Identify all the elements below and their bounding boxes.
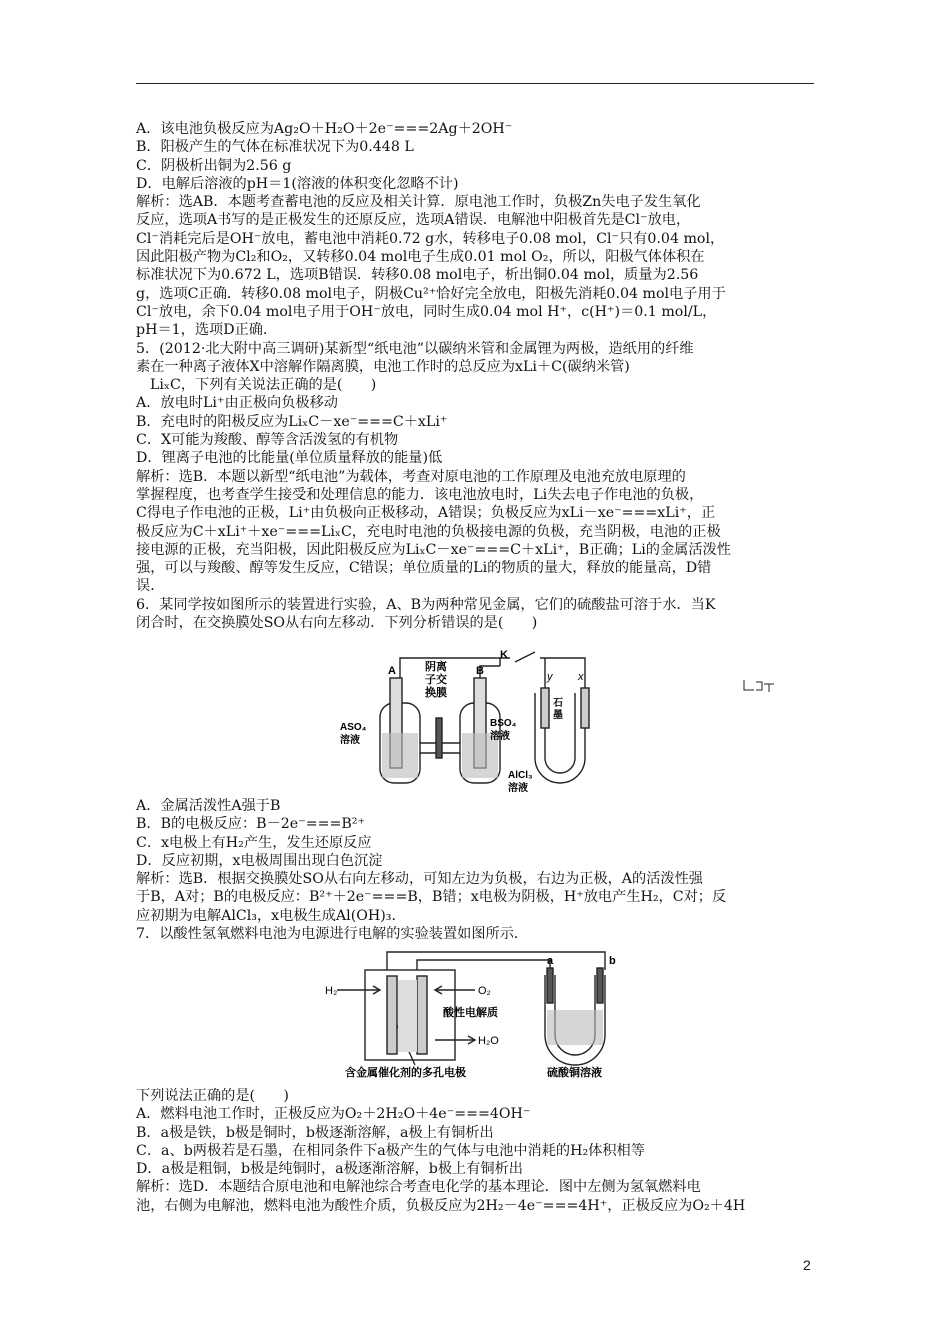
- text-line: 反应，选项A书写的是正极发生的还原反应，选项A错误．电解池中阳极首先是Cl⁻放电，: [136, 212, 691, 229]
- h2o-label: H₂O: [478, 1035, 499, 1047]
- text-line: 解析：选B．根据交换膜处SO从右向左移动，可知左边为负极，右边为正极，A的活泼性强: [136, 871, 703, 888]
- text-line: B．a极是铁，b极是铜时，b极逐渐溶解，a极上有铜析出: [136, 1124, 494, 1141]
- alcl3-label-1: AlCl₃: [508, 770, 533, 781]
- label-b: b: [609, 955, 616, 967]
- label-y: y: [547, 671, 553, 683]
- page-number: 2: [803, 1257, 811, 1273]
- text-line: g，选项C正确．转移0.08 mol电子，阴极Cu²⁺恰好完全放电，阳极先消耗0.04 mol电子用于: [136, 285, 726, 302]
- membrane-label-3: 换膜: [425, 687, 447, 699]
- alcl3-label-2: 溶液: [508, 783, 528, 794]
- question-text-block-1: [136, 120, 816, 632]
- text-line: B．B的电极反应：B－2e⁻===B²⁺: [136, 816, 365, 833]
- text-line: 解析：选AB．本题考查蓄电池的反应及相关计算．原电池工作时，负极Zn失电子发生氧化: [136, 194, 701, 211]
- bso4-label-2: 溶液: [490, 731, 510, 742]
- figure-7-apparatus: [325, 940, 655, 1080]
- electrode-caption: 含金属催化剂的多孔电极: [345, 1067, 466, 1079]
- label-a: a: [547, 955, 554, 967]
- text-line: 于B，A对；B的电极反应：B²⁺＋2e⁻===B，B错；x电极为阴极，H⁺放电产生H₂，C对；反: [136, 889, 727, 906]
- o2-label: O₂: [478, 985, 491, 997]
- text-line: LiₓC，下列有关说法正确的是( ): [150, 377, 377, 394]
- text-line: 误．: [136, 578, 165, 595]
- label-K: K: [500, 649, 508, 661]
- figure-6-apparatus: [340, 648, 610, 798]
- text-line: A．该电池负极反应为Ag₂O＋H₂O＋2e⁻===2Ag＋2OH⁻: [136, 121, 513, 137]
- electrolyte-label: 酸性电解质: [443, 1007, 498, 1019]
- aso4-label-2: 溶液: [340, 735, 360, 746]
- text-line: C得电子作电池的正极，Li⁺由负极向正极移动，A错误；负极反应为xLi－xe⁻===xLi⁺，正: [136, 505, 716, 522]
- cuso4-label: 硫酸铜溶液: [547, 1067, 602, 1079]
- text-line: 池，右侧为电解池，燃料电池为酸性介质，负极反应为2H₂－4e⁻===4H⁺，正极反应为O₂＋4H: [136, 1197, 746, 1214]
- graphite-label-1: 石: [553, 698, 563, 709]
- aso4-label-1: ASO₄: [340, 722, 367, 733]
- text-line: 7．以酸性氢氧燃料电池为电源进行电解的实验装置如图所示．: [136, 926, 529, 943]
- text-line: D．反应初期，x电极周围出现白色沉淀: [136, 852, 383, 869]
- label-B: B: [476, 665, 484, 677]
- text-line: C．X可能为羧酸、醇等含活泼氢的有机物: [136, 432, 399, 449]
- text-line: 6．某同学按如图所示的装置进行实验，A、B为两种常见金属，它们的硫酸盐可溶于水．当K: [136, 596, 716, 613]
- text-line: Cl⁻放电，余下0.04 mol电子用于OH⁻放电，同时生成0.04 mol H⁺，c(H⁺)＝0.1 mol/L，: [136, 303, 717, 320]
- text-line: D．a极是粗铜，b极是纯铜时，a极逐渐溶解，b极上有铜析出: [136, 1161, 523, 1178]
- text-line: 应初期为电解AlCl₃，x电极生成Al(OH)₃．: [136, 907, 406, 924]
- question-text-block-3: [136, 1087, 816, 1215]
- membrane-label-2: 子交: [425, 674, 447, 686]
- label-A: A: [388, 665, 396, 677]
- text-line: D．锂离子电池的比能量(单位质量释放的能量)低: [136, 450, 443, 467]
- text-line: C．a、b两极若是石墨，在相同条件下a极产生的气体与电池中消耗的H₂体积相等: [136, 1142, 645, 1159]
- text-line: Cl⁻消耗完后是OH⁻放电，蓄电池中消耗0.72 g水，转移电子0.08 mol，Cl⁻只有0.04 mol，: [136, 230, 725, 247]
- text-line: 解析：选D．本题结合原电池和电解池综合考查电化学的基本理论．图中左侧为氢氧燃料电: [136, 1179, 701, 1196]
- text-line: C．阴极析出铜为2.56 g: [136, 157, 292, 174]
- text-line: A．金属活泼性A强于B: [136, 798, 281, 814]
- text-line: 接电源的正极，充当阳极，因此阳极反应为LiₓC－xe⁻===C＋xLi⁺，B正确；Li的金属活泼性: [136, 541, 731, 558]
- text-line: 闭合时，在交换膜处SO从右向左移动．下列分析错误的是( ): [136, 615, 538, 632]
- bso4-label-1: BSO₄: [490, 718, 517, 729]
- label-x: x: [578, 671, 584, 683]
- graphite-label-2: 墨: [553, 710, 563, 721]
- question-text-block-2: [136, 797, 816, 943]
- text-line: 素在一种离子液体X中溶解作隔离膜，电池工作时的总反应为xLi＋C(碳纳米管): [136, 358, 630, 375]
- text-line: 5．(2012·北大附中高三调研)某新型“纸电池”以碳纳米管和金属锂为两极，造纸用的纤维: [136, 340, 694, 357]
- text-line: 下列说法正确的是( ): [136, 1088, 289, 1104]
- text-line: 掌握程度，也考查学生接受和处理信息的能力．该电池放电时，Li失去电子作电池的负极，: [136, 486, 704, 503]
- text-line: 极反应为C＋xLi⁺＋xe⁻===LiₓC，充电时电池的负极接电源的负极，充当阴极，电池的正极: [136, 523, 721, 540]
- text-line: 标准状况下为0.672 L，选项B错误．转移0.08 mol电子，析出铜0.04 mol，质量为2.56: [136, 267, 699, 284]
- text-line: B．充电时的阳极反应为LiₓC－xe⁻===C＋xLi⁺: [136, 413, 448, 430]
- text-line: C．x电极上有H₂产生，发生还原反应: [136, 834, 372, 851]
- header-rule: [136, 83, 814, 84]
- text-line: pH＝1，选项D正确．: [136, 322, 278, 339]
- text-line: 解析：选B．本题以新型“纸电池”为载体，考查对原电池的工作原理及电池充放电原理的: [136, 468, 686, 485]
- text-line: B．阳极产生的气体在标准状况下为0.448 L: [136, 139, 414, 156]
- text-line: 强，可以与羧酸、醇等发生反应，C错误；单位质量的Li的物质的量大，释放的能量高，D错: [136, 560, 712, 577]
- stray-mark: [742, 678, 782, 694]
- h2-label: H₂: [325, 985, 338, 997]
- membrane-label-1: 阴离: [425, 661, 447, 673]
- text-line: A．燃料电池工作时，正极反应为O₂＋2H₂O＋4e⁻===4OH⁻: [136, 1106, 531, 1123]
- text-line: D．电解后溶液的pH＝1(溶液的体积变化忽略不计): [136, 175, 459, 192]
- text-line: A．放电时Li⁺由正极向负极移动: [136, 395, 338, 412]
- text-line: 因此阳极产物为Cl₂和O₂，又转移0.04 mol电子生成0.01 mol O₂，所以，阳极气体体积在: [136, 249, 705, 266]
